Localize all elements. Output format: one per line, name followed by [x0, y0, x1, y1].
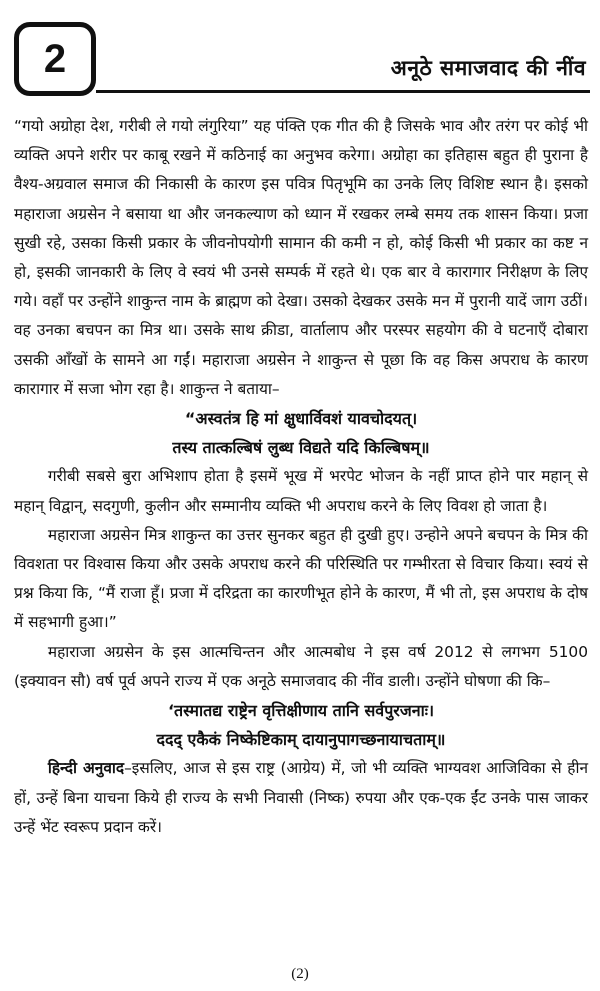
header-rule: [96, 90, 590, 93]
paragraph-2: गरीबी सबसे बुरा अभिशाप होता है इसमें भूख में भरपेट भोजन के नहीं प्राप्त होने पार महान् से महान् विद्वान्, सदगुणी, कुलीन और सम्मानीय व्यक्ति भी अपराध करने के लिए विवश हो जाता है।: [14, 467, 588, 515]
paragraph-4: महाराजा अग्रसेन के इस आत्मचिन्तन और आत्मबोध ने इस वर्ष 2012 से लगभग 5100 (इक्यावन सौ) वर्ष पूर्व अपने राज्य में एक अनूठे समाजवाद की नींव डाली। उन्होंने घोषणा की कि–: [14, 642, 588, 690]
body-text: [14, 112, 588, 842]
translation-label: हिन्दी अनुवाद: [47, 759, 125, 778]
chapter-number-box: [14, 22, 96, 96]
verse-1-line-1: “अस्वतंत्र हि मां क्षुधार्विवशं यावचोदयत्।: [184, 409, 418, 429]
paragraph-5: [14, 754, 588, 842]
chapter-title: अनूठे समाजवाद की नींव: [390, 56, 586, 80]
paragraph-3: महाराजा अग्रसेन मित्र शाकुन्त का उत्तर सुनकर बहुत ही दुखी हुए। उन्होने अपने बचपन के मित्र की विवशता पर विश्वास किया और उसके अपराध करने की परिस्थिति पर गम्भीरता से विचार किया। स्वयं से प्रश्न किया कि, “मैं राजा हूँ। प्रजा में दरिद्रता का कारणीभूत होने के कारण, मैं भी तो, इस अपराध के दोष में सहभागी हुआ।”: [14, 525, 588, 632]
verse-2-line-2: ददद् एकैकं निष्केष्टिकाम् दायानुपागच्छनायाचताम्॥: [156, 730, 446, 750]
chapter-number: 2: [43, 36, 67, 81]
translation-text: –इसलिए, आज से इस राष्ट्र (आग्रेय) में, जो भी व्यक्ति भाग्यवश आजिविका से हीन हों, उन्हें बिना याचना किये ही राज्य के सभी निवासी (निष्क) रुपया और एक-एक ईंट उनके पास जाकर उन्हें भेंट स्वरूप प्रदान करें।: [14, 759, 588, 836]
verse-1-line-2: तस्य तात्कल्बिषं लुब्ध विद्यते यदि किल्बिषम्॥: [172, 438, 430, 458]
paragraph-1: “गयो अग्रोहा देश, गरीबी ले गयो लंगुरिया” यह पंक्ति एक गीत की है जिसके भाव और तरंग पर कोई भी व्यक्ति अपने शरीर पर काबू रखने में कठिनाई का अनुभव करेगा। अग्रोहा का इतिहास बहुत ही पुराना है वैश्य-अग्रवाल समाज की निकासी के कारण इस पवित्र पितृभूमि का उनके लिए विशिष्ट स्थान है। इसको महाराजा अग्रसेन ने बसाया था और जनकल्याण को ध्यान में रखकर लम्बे समय तक शासन किया। प्रजा सुखी रहे, उसका किसी प्रकार के जीवनोपयोगी सामान की कमी न हो, कोई किसी भी प्रकार का कष्ट न हो, इसकी जानकारी के लिए वे स्वयं भी उनसे सम्पर्क में रहते थे। एक बार वे कारागार निरीक्षण के लिए गये। वहाँ पर उन्होंने शाकुन्त नाम के ब्राह्मण को देखा। उसको देखकर उसके मन में पुरानी यादें जाग उठीं। वह उनका बचपन का मित्र था। उसके साथ क्रीडा, वार्तालाप और परस्पर सहयोग की वे घटनाएँ दोबारा उसकी आँखों के सामने आ गईं। महाराजा अग्रसेन ने शाकुन्त से पूछा कि वह किस अपराध के कारण कारागार में सजा भोग रहा है। शाकुन्त ने बताया–: [14, 117, 588, 398]
page-number: (2): [291, 966, 309, 982]
verse-2-line-1: ‘तस्मातद्य राष्ट्रेन वृत्तिक्षीणाय तानि सर्वपुरजनाः।: [167, 701, 435, 721]
